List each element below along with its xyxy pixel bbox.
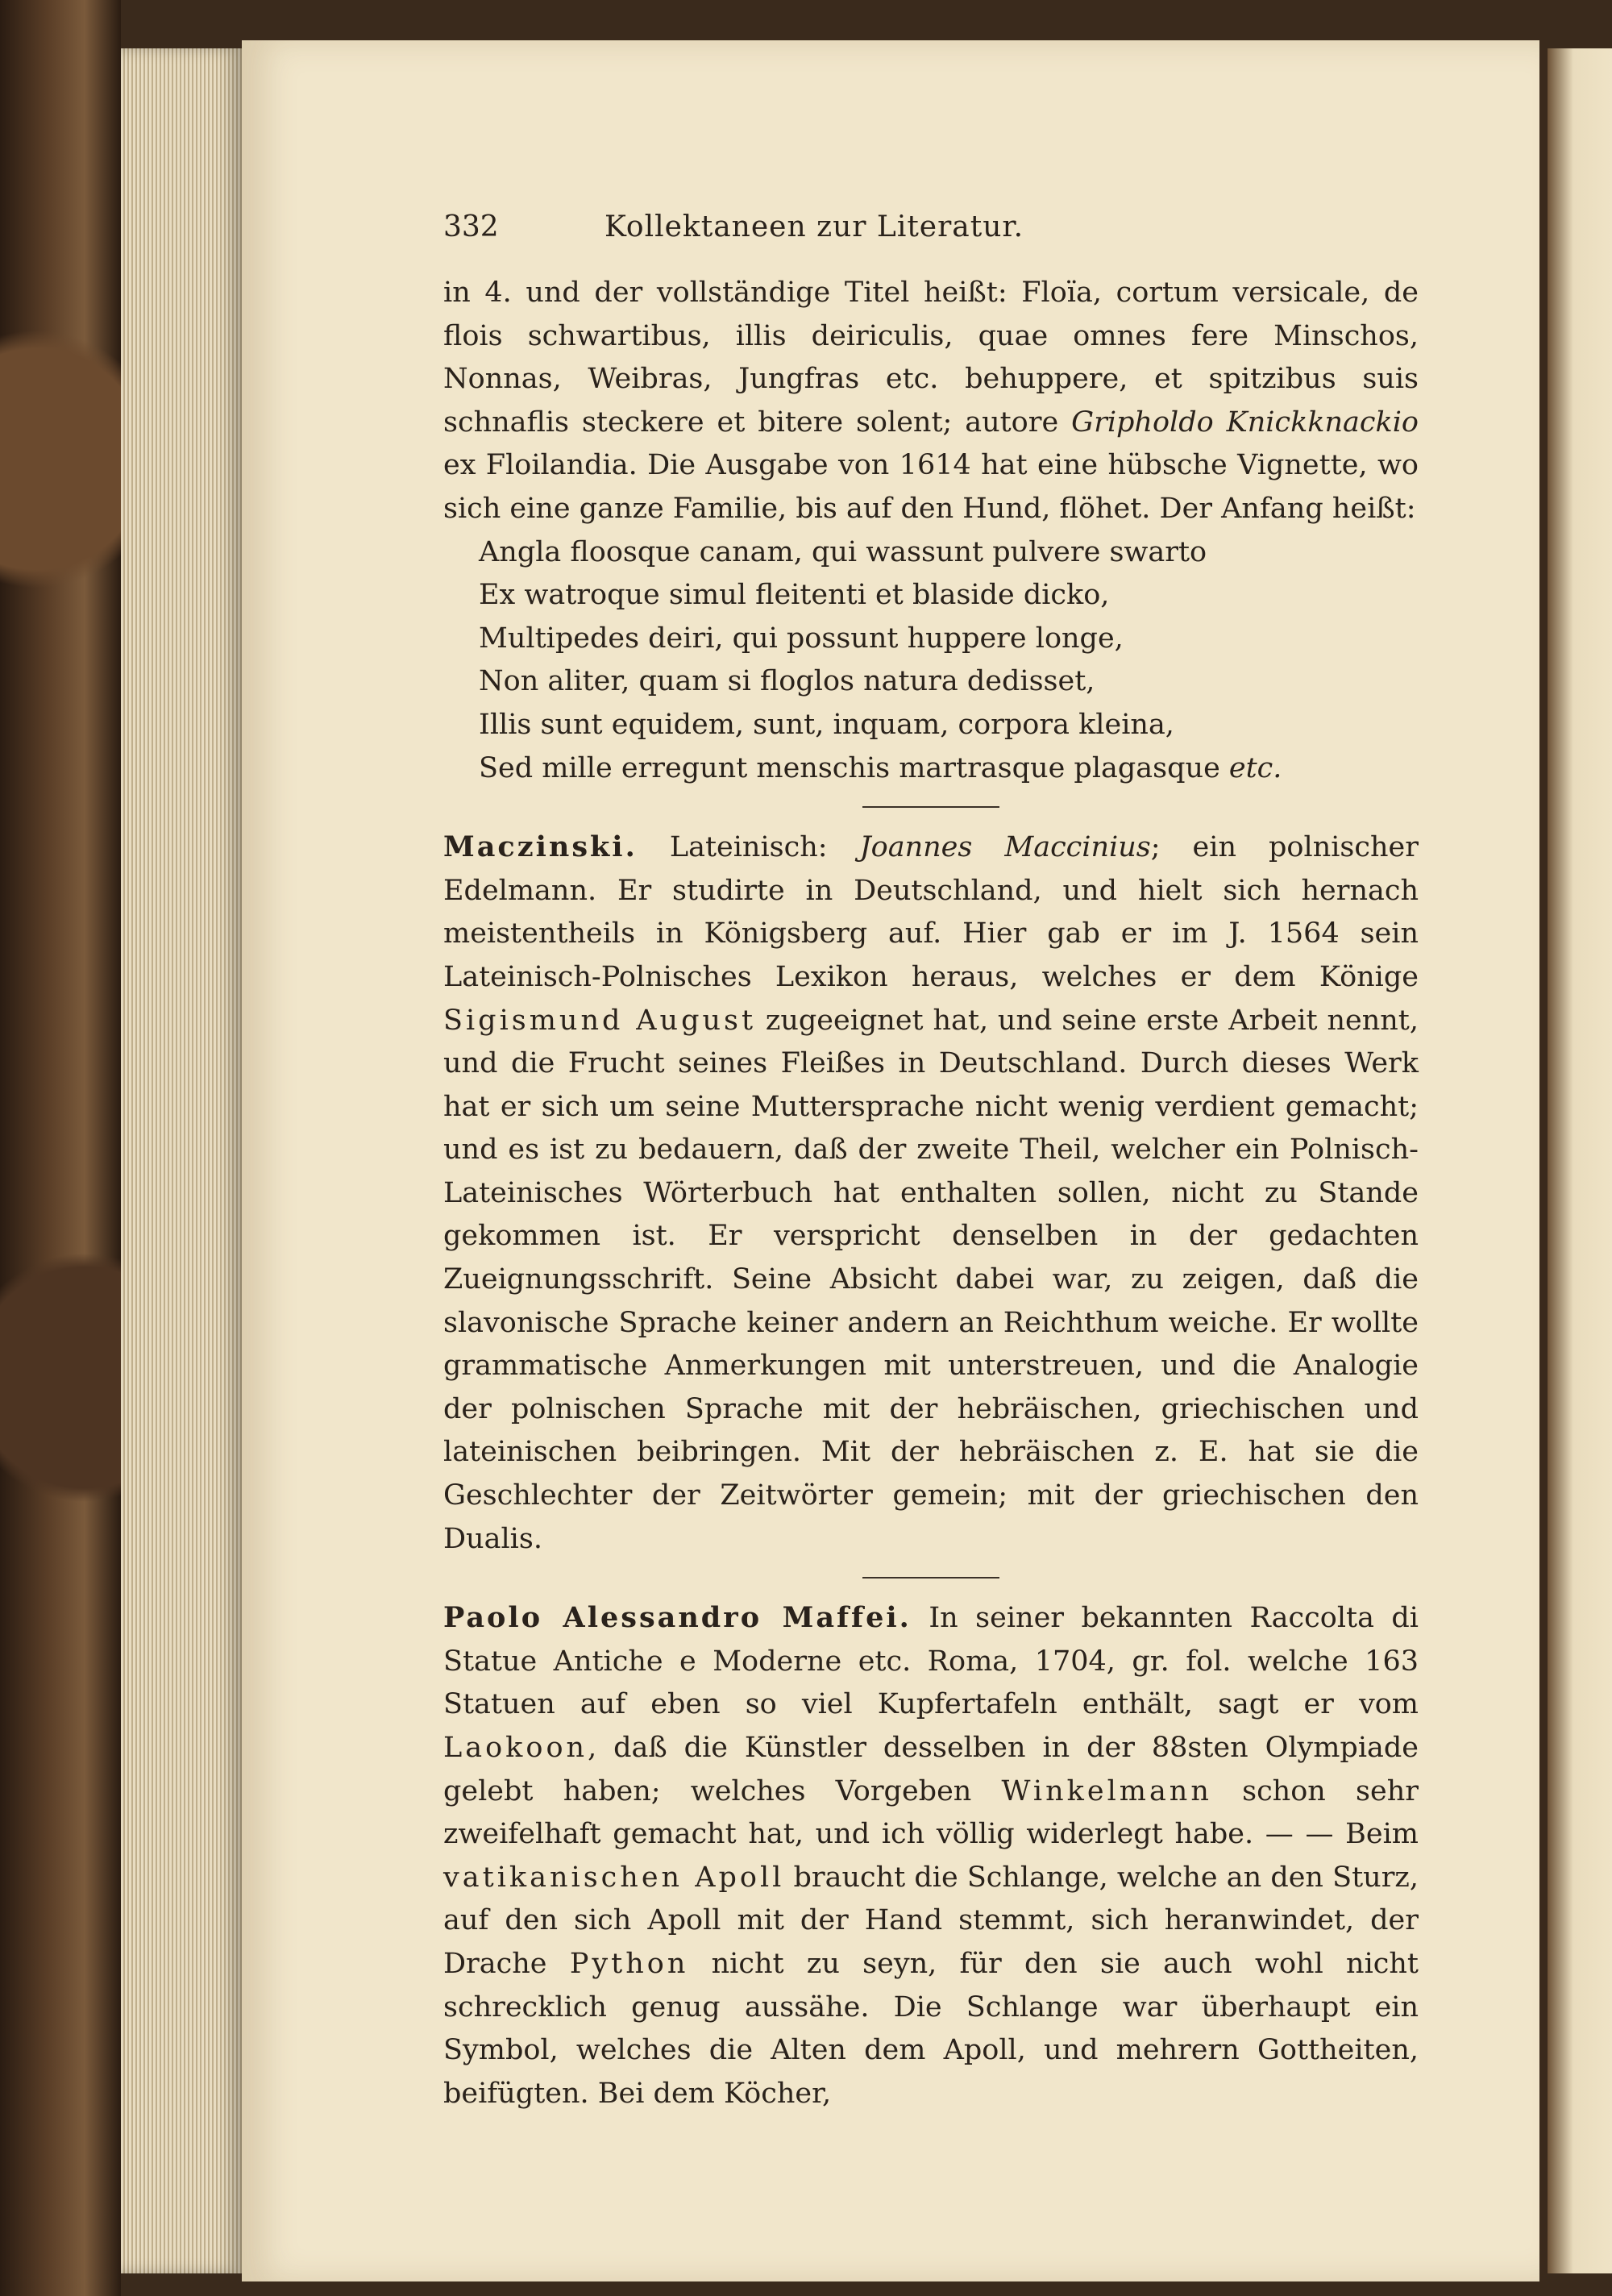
entry-text: , daß die Künstler desselben in der 88sten Olympiade gelebt haben; welches Vorgeben (443, 1732, 1419, 1807)
entry-text: braucht die Schlange, welche an den Sturz, auf den sich Apoll mit der Hand stemmt, sich heranwindet, der Drache (443, 1861, 1419, 1980)
page-header (443, 206, 1419, 254)
verse-line-last (479, 747, 1419, 791)
python: Python (569, 1947, 689, 1980)
verse-line: Non aliter, quam si floglos natura dedisset, (479, 665, 1095, 698)
laokoon: Laokoon (443, 1732, 588, 1764)
entry-heading: Maczinski. (443, 830, 638, 864)
page-number: 332 (443, 210, 499, 243)
verse-line: Illis sunt equidem, sunt, inquam, corpora kleina, (479, 708, 1174, 741)
verse-last-text: Sed mille erregunt menschis martrasque plagasque (479, 751, 1229, 784)
floia-text-1: in 4. und der vollständige Titel heißt: Floïa, cortum versicale, de flois schwartibus, illis deiriculis, quae omnes fere Minschos, Nonnas, Weibras, Jungfras etc. behuppere, et spitzibus suis schnaflis steckere et bitere solent; autore (443, 277, 1419, 439)
running-title: Kollektaneen zur Literatur. (604, 210, 1024, 243)
floia-author: Gripholdo Knickknackio (1071, 406, 1419, 439)
verse-etc: etc. (1228, 751, 1282, 784)
latin-name: Joannes Maccinius (859, 831, 1151, 864)
vatican-apollo: vatikanischen Apoll (443, 1861, 785, 1894)
entry-text: nicht zu seyn, für den sie auch wohl nicht schrecklich genug aussähe. Die Schlange war überhaupt ein Symbol, welches die Alten dem Apoll, und mehrern Gottheiten, beifügten. Bei dem Köcher, (443, 1947, 1419, 2110)
king-name: Sigismund August (443, 1004, 757, 1037)
verse-line: Ex watroque simul fleitenti et blaside dicko, (479, 579, 1110, 612)
facing-page-edge (1548, 48, 1612, 2273)
entry-text: In seiner bekannten Raccolta di Statue Antiche e Moderne etc. Roma, 1704, gr. fol. welche 163 Statuen auf eben so viel Kupfertafeln enthält, sagt er vom (443, 1602, 1419, 1721)
page-content (443, 206, 1419, 2115)
entry-text: ; ein polnischer Edelmann. Er studirte in Deutschland, und hielt sich hernach meistentheils in Königsberg auf. Hier gab er im J. 1564 sein Lateinisch-Polnisches Lexikon heraus, welches er dem Könige (443, 831, 1419, 993)
entry-text: Lateinisch: (637, 831, 860, 864)
page-stack-edge (121, 48, 242, 2273)
section-divider (862, 1577, 999, 1578)
maczinski-entry (443, 826, 1419, 1561)
section-divider (862, 806, 999, 808)
latin-verse (479, 531, 1419, 791)
entry-text: schon sehr zweifelhaft gemacht hat, und ich völlig widerlegt habe. — — Beim (443, 1774, 1419, 1851)
floia-paragraph (443, 272, 1419, 531)
maffei-entry (443, 1596, 1419, 2115)
entry-heading: Paolo Alessandro Maffei. (443, 1601, 912, 1635)
verse-line: Multipedes deiri, qui possunt huppere longe, (479, 622, 1124, 655)
verse-line: Angla floosque canam, qui wassunt pulvere swarto (479, 535, 1207, 568)
entry-text: zugeeignet hat, und seine erste Arbeit nennt, und die Frucht seines Fleißes in Deutschland. Durch dieses Werk hat er sich um seine Muttersprache nicht wenig verdient gemacht; und es ist zu bedauern, daß der zweite Theil, welcher ein Polnisch-Lateinisches Wörterbuch hat enthalten sollen, nicht zu Stande gekommen ist. Er verspricht denselben in der gedachten Zueignungsschrift. Seine Absicht dabei war, zu zeigen, daß die slavonische Sprache keiner andern an Reichthum weiche. Er wollte grammatische Anmerkungen mit unterstreuen, und die Analogie der polnischen Sprache mit der hebräischen, griechischen und lateinischen beibringen. Mit der hebräischen z. E. hat sie die Geschlechter der Zeitwörter gemein; mit der griechischen den Dualis. (443, 1004, 1419, 1555)
winckelmann: Winkelmann (1001, 1774, 1212, 1807)
book-cover-edge (0, 0, 121, 2296)
floia-text-2: ex Floilandia. Die Ausgabe von 1614 hat eine hübsche Vignette, wo sich eine ganze Familie, bis auf den Hund, flöhet. Der Anfang heißt: (443, 449, 1419, 525)
